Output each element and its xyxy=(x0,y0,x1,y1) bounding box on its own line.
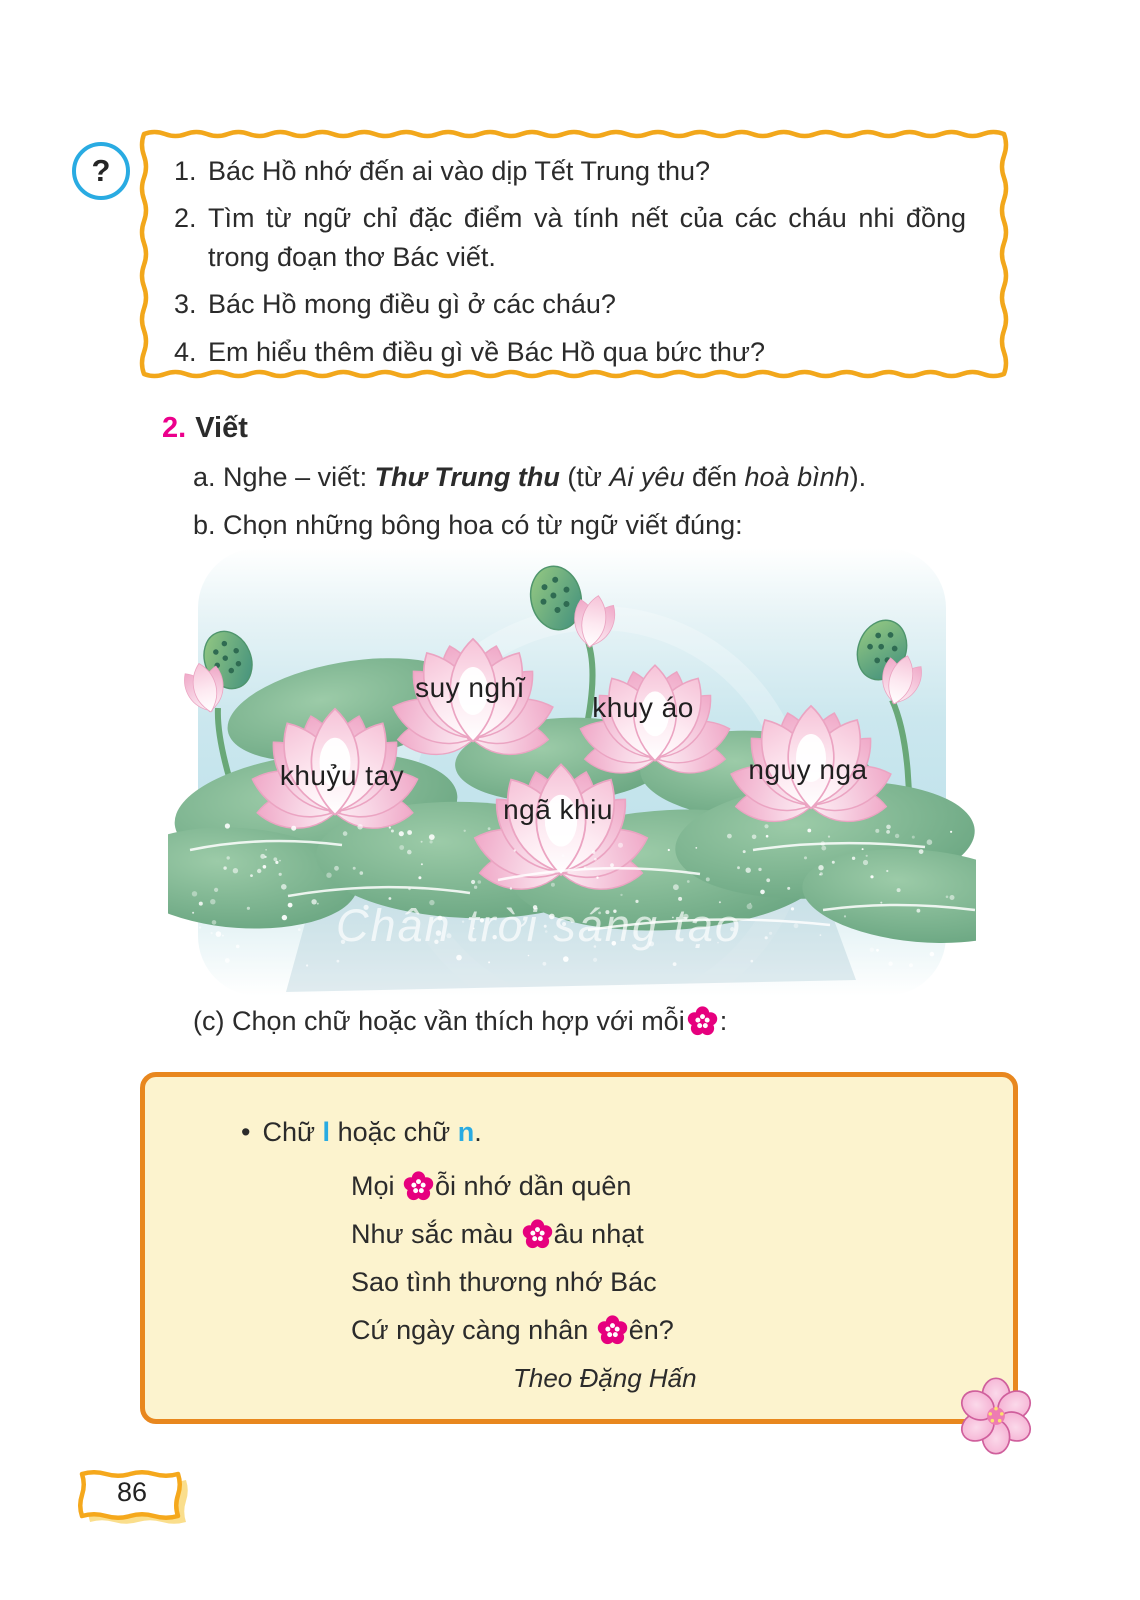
task-c-colon: : xyxy=(719,1006,728,1036)
bullet-dot: • xyxy=(241,1117,251,1147)
flower-word-suy-nghi[interactable]: suy nghĩ xyxy=(415,672,525,703)
section-number: 2. xyxy=(162,412,187,444)
poem-2-pre: Như sắc màu xyxy=(351,1219,521,1249)
flower-word-khuyu-tay[interactable]: khuỷu tay xyxy=(279,760,405,791)
poem-3-text: Sao tình thương nhớ Bác xyxy=(351,1267,657,1297)
watermark-text: Chân trời sáng tạo xyxy=(336,900,742,951)
poem-line-3 xyxy=(351,1267,657,1298)
poem-4-post: ên? xyxy=(628,1315,674,1345)
task-a-pre: a. Nghe – viết: xyxy=(193,462,375,492)
lotus-pond-illustration xyxy=(168,548,976,996)
question-box xyxy=(138,128,1010,380)
bullet-s1: Chữ xyxy=(262,1117,323,1147)
poem-line-1 xyxy=(351,1171,631,1202)
task-a-from: Ai yêu xyxy=(609,462,685,492)
poem-line-2 xyxy=(351,1219,644,1250)
question-item xyxy=(174,152,966,191)
poem-attribution xyxy=(513,1363,697,1394)
attribution-author: Đặng Hấn xyxy=(579,1363,697,1393)
poem-line-4 xyxy=(351,1315,674,1346)
attribution-theo: Theo xyxy=(513,1363,580,1393)
task-a-m2: đến xyxy=(684,462,745,492)
question-item xyxy=(174,285,966,324)
section-title-text: Viết xyxy=(195,412,248,444)
task-c-text: (c) Chọn chữ hoặc vần thích hợp với mỗi xyxy=(193,1006,685,1036)
task-a-title: Thư Trung thu xyxy=(374,462,560,492)
task-a-line xyxy=(193,462,866,493)
question-mark-icon: ? xyxy=(72,142,130,200)
flower-placeholder-icon xyxy=(522,1219,553,1250)
question-number: 2. xyxy=(174,203,197,234)
poem-4-pre: Cứ ngày càng nhân xyxy=(351,1315,596,1345)
question-text: Tìm từ ngữ chỉ đặc điểm và tính nết của các cháu nhi đồng trong đoạn thơ Bác viết. xyxy=(208,203,966,273)
page-number-badge xyxy=(78,1470,194,1532)
poem-2-post: âu nhạt xyxy=(553,1219,644,1249)
question-text: Bác Hồ nhớ đến ai vào dịp Tết Trung thu? xyxy=(208,156,711,186)
poem-1-pre: Mọi xyxy=(351,1171,403,1201)
task-c-line xyxy=(193,1006,727,1037)
question-item xyxy=(174,333,966,372)
question-number: 3. xyxy=(174,289,197,320)
bullet-dot2: . xyxy=(474,1117,482,1147)
task-a-to: hoà bình xyxy=(744,462,850,492)
flower-placeholder-icon xyxy=(597,1315,628,1346)
question-item xyxy=(174,199,966,277)
flower-word-khuy-ao[interactable]: khuy áo xyxy=(592,692,694,723)
question-text: Bác Hồ mong điều gì ở các cháu? xyxy=(208,289,616,320)
bullet-s2: hoặc chữ xyxy=(330,1117,458,1147)
task-a-end: ). xyxy=(849,462,867,492)
exercise-box xyxy=(140,1072,1018,1424)
flower-word-nga-khiu[interactable]: ngã khịu xyxy=(503,794,613,825)
flower-placeholder-icon xyxy=(403,1171,434,1202)
page-number: 86 xyxy=(116,1477,148,1507)
question-number: 4. xyxy=(174,336,197,367)
flower-placeholder-icon xyxy=(687,1006,718,1037)
bullet-instruction xyxy=(241,1117,482,1148)
letter-l: l xyxy=(322,1117,331,1147)
task-a-m1: (từ xyxy=(559,462,610,492)
task-b-line: b. Chọn những bông hoa có từ ngữ viết đúng: xyxy=(193,510,743,540)
question-number: 1. xyxy=(174,156,197,186)
poem-1-post: ỗi nhớ dần quên xyxy=(435,1171,632,1201)
flower-word-nguy-nga[interactable]: nguy nga xyxy=(748,754,868,785)
question-text: Em hiểu thêm điều gì về Bác Hồ qua bức thư? xyxy=(208,336,765,367)
letter-n: n xyxy=(457,1117,475,1147)
section-title xyxy=(162,412,248,445)
corner-flower-decoration xyxy=(952,1372,1040,1460)
